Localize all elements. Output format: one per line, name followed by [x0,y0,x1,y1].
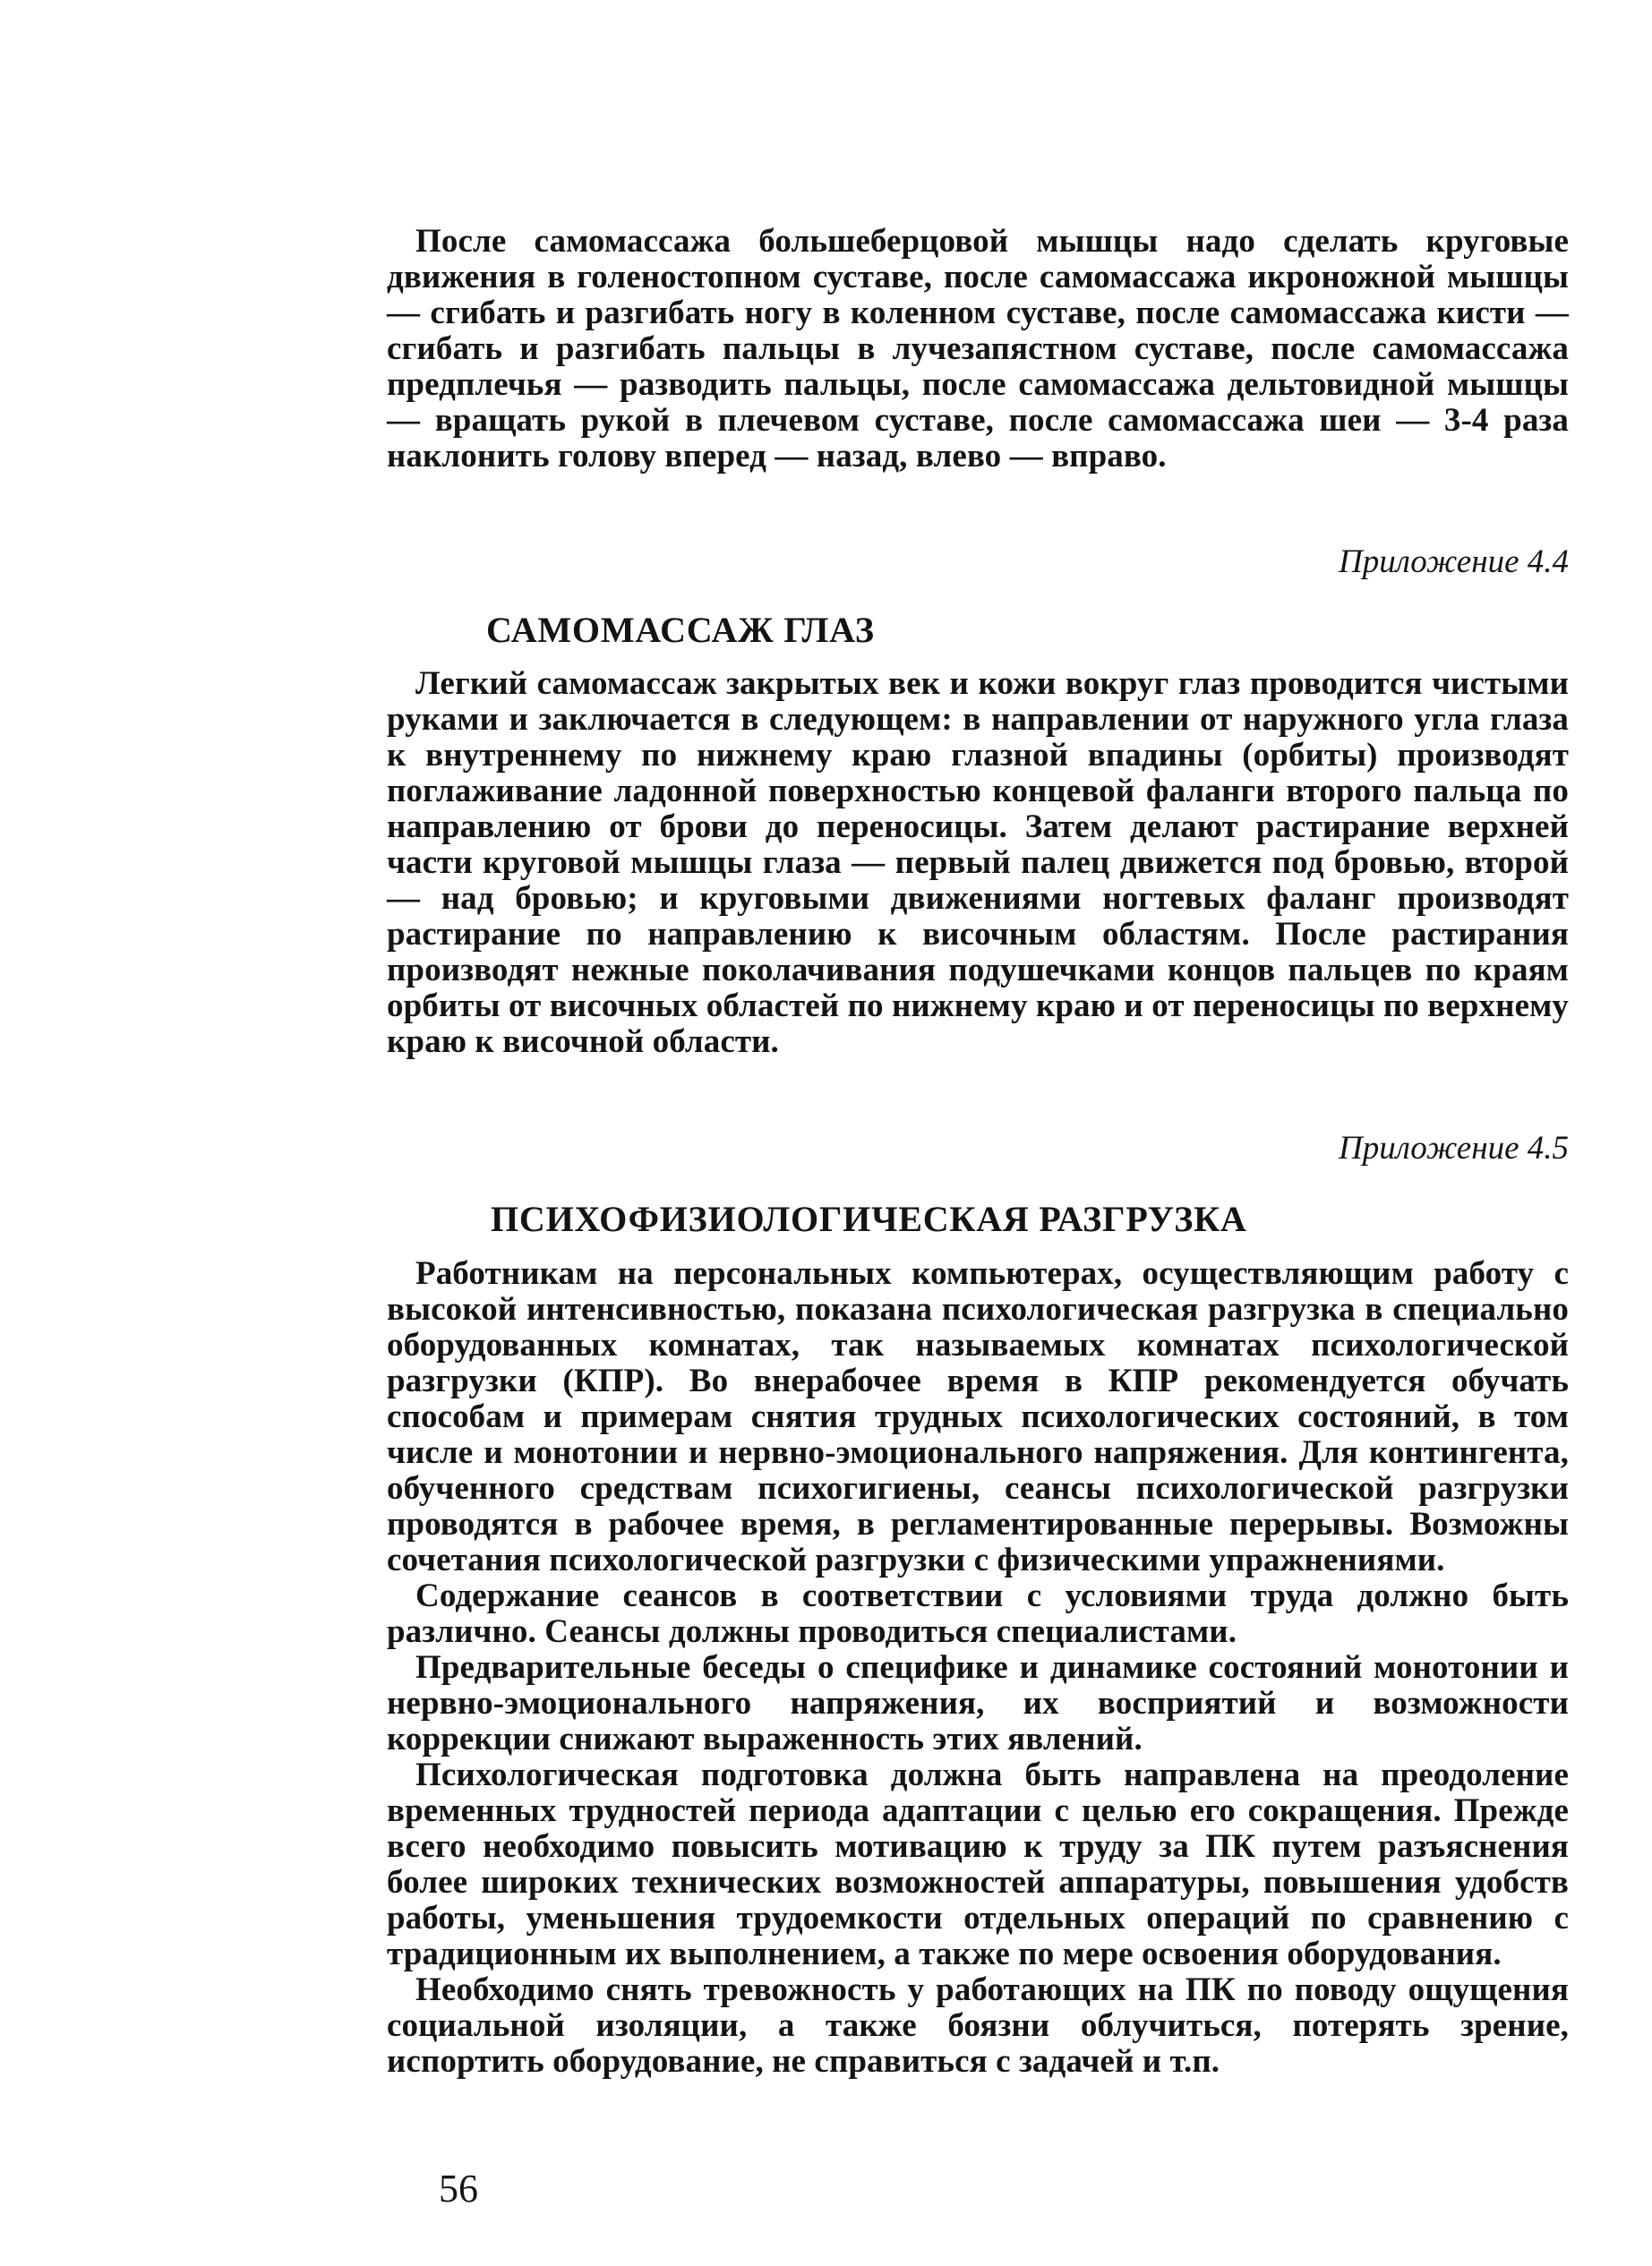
psych-paragraph-4: Психологическая подготовка должна быть направлена на преодоление временных трудностей периода адаптации с целью его сокращения. Прежде всего необходимо повысить мотивацию к труду за ПК путем разъяснения более широких технических возможностей аппаратуры, повышения удобств работы, уменьшения трудоемкости отдельных операций по сравнению с традиционным их выполнением, а также по мере освоения оборудования. [387,1757,1569,1972]
psych-paragraph-5: Необходимо снять тревожность у работающих на ПК по поводу ощущения социальной изоляции, а также боязни облучиться, потерять зрение, испортить оборудование, не справиться с задачей и т.п. [387,1971,1569,2080]
eye-massage-heading: САМОМАССАЖ ГЛАЗ [486,610,875,650]
psych-paragraph-2: Содержание сеансов в соответствии с условиями труда должно быть различно. Сеансы должны проводиться специалистами. [387,1578,1569,1650]
eye-massage-paragraph: Легкий самомассаж закрытых век и кожи вокруг глаз проводится чистыми руками и заключается в следующем: в направлении от наружного угла глаза к внутреннему по нижнему краю глазной впадины (орбиты) производят поглаживание ладонной поверхностью концевой фаланги второго пальца по направлению от брови до переносицы. Затем делают растирание верхней части круговой мышцы глаза — первый палец движется под бровью, второй — над бровью; и круговыми движениями ногтевых фаланг производят растирание по направлению к височным областям. После растирания производят нежные поколачивания подушечками концов пальцев по краям орбиты от височных областей по нижнему краю и от переносицы по верхнему краю к височной области. [387,665,1569,1060]
appendix-label-4-4: Приложение 4.4 [1338,543,1569,580]
intro-paragraph: После самомассажа большеберцовой мышцы надо сделать круговые движения в голеностопном суставе, после самомассажа икроножной мышцы — сгибать и разгибать ногу в коленном суставе, после самомассажа кисти — сгибать и разгибать пальцы в лучезапястном суставе, после самомассажа предплечья — разводить пальцы, после самомассажа дельтовидной мышцы — вращать рукой в плечевом суставе, после самомассажа шеи — 3-4 раза наклонить голову вперед — назад, влево — вправо. [387,223,1569,475]
page-number: 56 [439,2167,478,2210]
psych-paragraph-3: Предварительные беседы о специфике и динамике состояний монотонии и нервно-эмоционального напряжения, их восприятий и возможности коррекции снижают выраженность этих явлений. [387,1649,1569,1757]
psychophysiological-heading: ПСИХОФИЗИОЛОГИЧЕСКАЯ РАЗГРУЗКА [491,1199,1247,1239]
psych-paragraph-1: Работникам на персональных компьютерах, осуществляющим работу с высокой интенсивностью, показана психологическая разгрузка в специально оборудованных комнатах, так называемых комнатах психологической разгрузки (КПР). Во внерабочее время в КПР рекомендуется обучать способам и примерам снятия трудных психологических состояний, в том числе и монотонии и нервно-эмоционального напряжения. Для контингента, обученного средствам психогигиены, сеансы психологической разгрузки проводятся в рабочее время, в регламентированные перерывы. Возможны сочетания психологической разгрузки с физическими упражнениями. [387,1255,1569,1578]
appendix-label-4-5: Приложение 4.5 [1338,1130,1569,1167]
